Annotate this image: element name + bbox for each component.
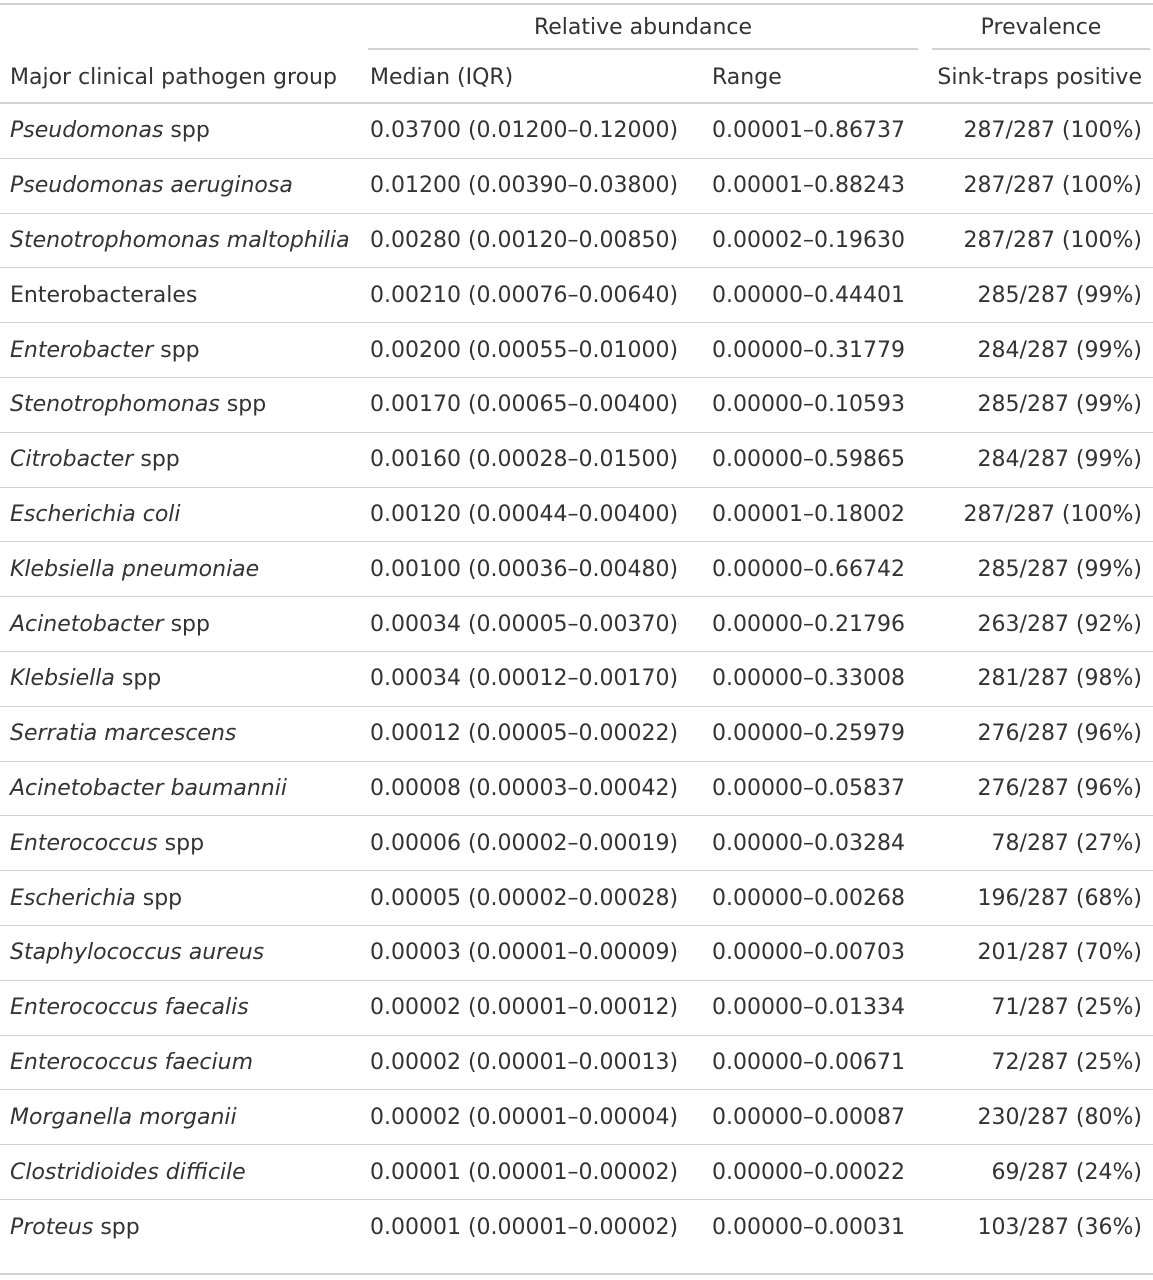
pathogen-name-plain: Enterobacterales xyxy=(10,282,198,308)
range-cell: 0.00000–0.00031 xyxy=(712,1214,905,1240)
median-iqr-cell: 0.00001 (0.00001–0.00002) xyxy=(370,1214,679,1240)
column-header-positive: Sink-traps positive xyxy=(937,64,1142,90)
sink-traps-positive-cell: 78/287 (27%) xyxy=(991,830,1142,856)
pathogen-group-cell xyxy=(10,542,360,596)
sink-traps-positive-cell: 284/287 (99%) xyxy=(977,447,1142,473)
median-iqr-cell: 0.00008 (0.00003–0.00042) xyxy=(370,775,679,801)
sink-traps-positive-cell: 196/287 (68%) xyxy=(977,885,1142,911)
pathogen-group-cell xyxy=(10,323,360,377)
median-iqr-cell: 0.00120 (0.00044–0.00400) xyxy=(370,501,679,527)
pathogen-name-italic: Klebsiella pneumoniae xyxy=(10,556,260,582)
pathogen-name-plain: spp xyxy=(163,118,210,144)
table-body xyxy=(0,104,1153,1255)
pathogen-name-italic: Enterococcus xyxy=(10,830,158,856)
table-row xyxy=(0,926,1153,981)
range-cell: 0.00000–0.00022 xyxy=(712,1159,905,1185)
spanner-relative-abundance xyxy=(368,6,918,50)
pathogen-name-italic: Enterococcus faecium xyxy=(10,1049,253,1075)
median-iqr-cell: 0.00002 (0.00001–0.00013) xyxy=(370,1049,679,1075)
sink-traps-positive-cell: 72/287 (25%) xyxy=(991,1049,1142,1075)
pathogen-group-cell xyxy=(10,214,360,268)
table-row xyxy=(0,871,1153,926)
sink-traps-positive-cell: 285/287 (99%) xyxy=(977,282,1142,308)
pathogen-group-cell xyxy=(10,488,360,542)
median-iqr-cell: 0.00003 (0.00001–0.00009) xyxy=(370,940,679,966)
pathogen-group-cell xyxy=(10,981,360,1035)
range-cell: 0.00000–0.44401 xyxy=(712,282,905,308)
range-cell: 0.00000–0.21796 xyxy=(712,611,905,637)
range-cell: 0.00001–0.88243 xyxy=(712,173,905,199)
pathogen-name-italic: Clostridioides difficile xyxy=(10,1159,246,1185)
table-row xyxy=(0,707,1153,762)
column-header-row xyxy=(0,52,1153,104)
sink-traps-positive-cell: 287/287 (100%) xyxy=(963,118,1142,144)
pathogen-name-italic: Morganella morganii xyxy=(10,1104,237,1130)
table-row xyxy=(0,597,1153,652)
median-iqr-cell: 0.00012 (0.00005–0.00022) xyxy=(370,721,679,747)
pathogen-group-cell xyxy=(10,433,360,487)
pathogen-name-plain: spp xyxy=(135,885,183,911)
pathogen-name-italic: Acinetobacter xyxy=(10,611,164,637)
sink-traps-positive-cell: 287/287 (100%) xyxy=(963,501,1142,527)
pathogen-group-cell xyxy=(10,597,360,651)
median-iqr-cell: 0.00160 (0.00028–0.01500) xyxy=(370,447,679,473)
median-iqr-cell: 0.01200 (0.00390–0.03800) xyxy=(370,173,679,199)
pathogen-name-italic: Staphylococcus aureus xyxy=(10,940,265,966)
spanner-relative-abundance-label: Relative abundance xyxy=(533,15,753,40)
median-iqr-cell: 0.00001 (0.00001–0.00002) xyxy=(370,1159,679,1185)
pathogen-name-italic: Stenotrophomonas maltophilia xyxy=(10,227,350,253)
median-iqr-cell: 0.00005 (0.00002–0.00028) xyxy=(370,885,679,911)
median-iqr-cell: 0.00002 (0.00001–0.00004) xyxy=(370,1104,679,1130)
table-row xyxy=(0,488,1153,543)
sink-traps-positive-cell: 284/287 (99%) xyxy=(977,337,1142,363)
table-row xyxy=(0,762,1153,817)
sink-traps-positive-cell: 263/287 (92%) xyxy=(977,611,1142,637)
range-cell: 0.00000–0.03284 xyxy=(712,830,905,856)
median-iqr-cell: 0.00034 (0.00012–0.00170) xyxy=(370,666,679,692)
range-cell: 0.00000–0.25979 xyxy=(712,721,905,747)
spanner-prevalence xyxy=(932,6,1150,50)
pathogen-group-cell xyxy=(10,159,360,213)
median-iqr-cell: 0.00280 (0.00120–0.00850) xyxy=(370,227,679,253)
range-cell: 0.00000–0.00703 xyxy=(712,940,905,966)
range-cell: 0.00000–0.01334 xyxy=(712,995,905,1021)
column-header-median: Median (IQR) xyxy=(370,64,514,90)
table-row xyxy=(0,433,1153,488)
pathogen-name-italic: Enterobacter xyxy=(10,337,154,363)
pathogen-name-italic: Serratia marcescens xyxy=(10,721,237,747)
range-cell: 0.00000–0.00268 xyxy=(712,885,905,911)
pathogen-name-italic: Pseudomonas aeruginosa xyxy=(10,173,293,199)
range-cell: 0.00000–0.31779 xyxy=(712,337,905,363)
table-row xyxy=(0,1200,1153,1255)
pathogen-group-cell xyxy=(10,1036,360,1090)
pathogen-group-cell xyxy=(10,1145,360,1199)
sink-traps-positive-cell: 71/287 (25%) xyxy=(991,995,1142,1021)
median-iqr-cell: 0.00034 (0.00005–0.00370) xyxy=(370,611,679,637)
pathogen-name-italic: Acinetobacter baumannii xyxy=(10,775,287,801)
sink-traps-positive-cell: 230/287 (80%) xyxy=(977,1104,1142,1130)
pathogen-group-cell xyxy=(10,707,360,761)
pathogen-name-plain: spp xyxy=(153,337,200,363)
table-bottom-rule xyxy=(0,1273,1153,1275)
sink-traps-positive-cell: 287/287 (100%) xyxy=(963,173,1142,199)
pathogen-group-cell xyxy=(10,926,360,980)
median-iqr-cell: 0.00210 (0.00076–0.00640) xyxy=(370,282,679,308)
range-cell: 0.00000–0.00671 xyxy=(712,1049,905,1075)
sink-traps-positive-cell: 285/287 (99%) xyxy=(977,392,1142,418)
sink-traps-positive-cell: 103/287 (36%) xyxy=(977,1214,1142,1240)
table-row xyxy=(0,214,1153,269)
column-header-group: Major clinical pathogen group xyxy=(10,64,337,90)
pathogen-group-cell xyxy=(10,1200,360,1255)
pathogen-name-plain: spp xyxy=(114,666,162,692)
pathogen-group-cell xyxy=(10,762,360,816)
range-cell: 0.00000–0.66742 xyxy=(712,556,905,582)
pathogen-group-cell xyxy=(10,378,360,432)
pathogen-name-italic: Stenotrophomonas xyxy=(10,392,220,418)
median-iqr-cell: 0.00006 (0.00002–0.00019) xyxy=(370,830,679,856)
range-cell: 0.00002–0.19630 xyxy=(712,227,905,253)
sink-traps-positive-cell: 276/287 (96%) xyxy=(977,721,1142,747)
table-row xyxy=(0,652,1153,707)
pathogen-name-italic: Escherichia coli xyxy=(10,501,181,527)
column-header-range: Range xyxy=(712,64,782,90)
range-cell: 0.00000–0.00087 xyxy=(712,1104,905,1130)
pathogen-group-cell xyxy=(10,816,360,870)
median-iqr-cell: 0.00100 (0.00036–0.00480) xyxy=(370,556,679,582)
table-row xyxy=(0,1036,1153,1091)
table-top-rule xyxy=(0,3,1153,5)
sink-traps-positive-cell: 69/287 (24%) xyxy=(991,1159,1142,1185)
table-row xyxy=(0,323,1153,378)
spanner-prevalence-rule xyxy=(932,48,1150,50)
pathogen-name-plain: spp xyxy=(93,1214,140,1240)
spanner-relative-abundance-rule xyxy=(368,48,918,50)
median-iqr-cell: 0.00200 (0.00055–0.01000) xyxy=(370,337,679,363)
pathogen-group-cell xyxy=(10,268,360,322)
sink-traps-positive-cell: 276/287 (96%) xyxy=(977,775,1142,801)
pathogen-name-plain: spp xyxy=(219,392,267,418)
range-cell: 0.00001–0.18002 xyxy=(712,501,905,527)
pathogen-name-italic: Citrobacter xyxy=(10,447,134,473)
pathogen-group-cell xyxy=(10,104,360,158)
pathogen-group-cell xyxy=(10,652,360,706)
median-iqr-cell: 0.00170 (0.00065–0.00400) xyxy=(370,392,679,418)
table-row xyxy=(0,816,1153,871)
table-row xyxy=(0,542,1153,597)
range-cell: 0.00000–0.33008 xyxy=(712,666,905,692)
pathogen-group-cell xyxy=(10,1090,360,1144)
pathogen-name-italic: Proteus xyxy=(10,1214,94,1240)
range-cell: 0.00000–0.59865 xyxy=(712,447,905,473)
pathogen-group-cell xyxy=(10,871,360,925)
pathogen-name-plain: spp xyxy=(133,447,180,473)
range-cell: 0.00000–0.05837 xyxy=(712,775,905,801)
median-iqr-cell: 0.00002 (0.00001–0.00012) xyxy=(370,995,679,1021)
pathogen-name-italic: Klebsiella xyxy=(10,666,115,692)
sink-traps-positive-cell: 281/287 (98%) xyxy=(977,666,1142,692)
pathogen-name-italic: Pseudomonas xyxy=(10,118,164,144)
pathogen-name-italic: Escherichia xyxy=(10,885,136,911)
table-row xyxy=(0,378,1153,433)
range-cell: 0.00000–0.10593 xyxy=(712,392,905,418)
sink-traps-positive-cell: 287/287 (100%) xyxy=(963,227,1142,253)
pathogen-name-plain: spp xyxy=(163,611,210,637)
table-row xyxy=(0,268,1153,323)
table-row xyxy=(0,1090,1153,1145)
range-cell: 0.00001–0.86737 xyxy=(712,118,905,144)
pathogen-name-plain: spp xyxy=(157,830,205,856)
table-row xyxy=(0,1145,1153,1200)
table-row xyxy=(0,104,1153,159)
sink-traps-positive-cell: 201/287 (70%) xyxy=(977,940,1142,966)
table-row xyxy=(0,981,1153,1036)
table-row xyxy=(0,159,1153,214)
spanner-prevalence-label: Prevalence xyxy=(980,15,1102,40)
sink-traps-positive-cell: 285/287 (99%) xyxy=(977,556,1142,582)
median-iqr-cell: 0.03700 (0.01200–0.12000) xyxy=(370,118,679,144)
pathogen-name-italic: Enterococcus faecalis xyxy=(10,995,249,1021)
